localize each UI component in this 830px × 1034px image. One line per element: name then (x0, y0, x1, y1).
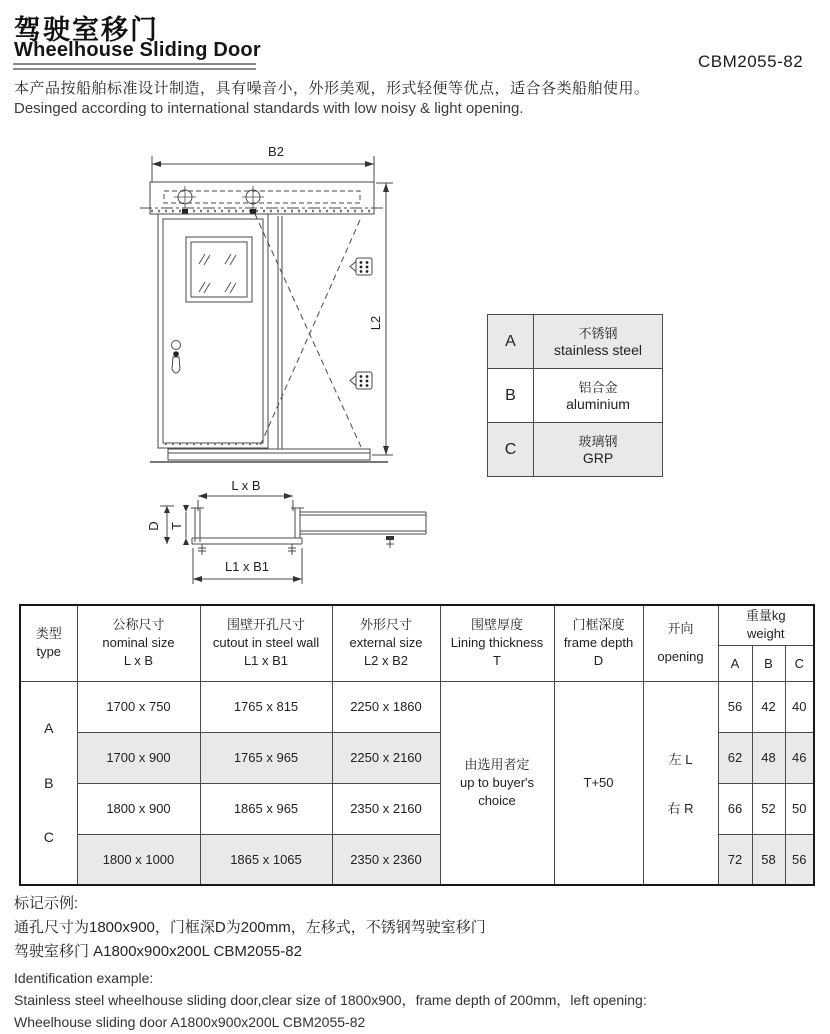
example-line2-zh: 驾驶室移门 A1800x900x200L CBM2055-82 (14, 943, 302, 960)
dimension-label-l1xb1: L1 x B1 (224, 559, 270, 574)
nominal-size-cell: 1800 x 900 (77, 783, 200, 834)
dimension-label-l2: L2 (368, 315, 383, 331)
external-size-cell: 2250 x 2160 (332, 732, 440, 783)
material-row-a (488, 315, 663, 369)
slide-opening-frame (278, 216, 282, 449)
door-leaf-section (300, 512, 426, 548)
identification-example-block (14, 892, 647, 1033)
cutout-cell: 1865 x 1065 (200, 834, 332, 885)
page-title-zh: 驾驶室移门 (14, 15, 159, 45)
col-header-lining-thickness: 围壁厚度 Lining thickness T (440, 605, 554, 681)
frame-channel (191, 508, 304, 555)
top-rail (140, 182, 386, 214)
specification-table (19, 604, 815, 886)
weight-b-cell: 42 (752, 681, 785, 732)
weight-a-cell: 72 (718, 834, 752, 885)
cutout-cell: 1765 x 965 (200, 732, 332, 783)
col-header-weight: 重量kg weight (718, 605, 814, 645)
example-title-zh: 标记示例: (14, 895, 79, 912)
weight-c-cell: 50 (785, 783, 814, 834)
col-header-opening: 开向 opening (643, 605, 718, 681)
example-line2-en: Wheelhouse sliding door A1800x900x200L CBM2055-82 (14, 1014, 366, 1030)
col-header-nominal-size: 公称尺寸 nominal size L x B (77, 605, 200, 681)
material-key: B (488, 369, 534, 423)
title-double-underline (13, 63, 256, 70)
weight-a-cell: 62 (718, 732, 752, 783)
example-line1-en: Stainless steel wheelhouse sliding door,clear size of 1800x900，frame depth of 200mm，left opening: (14, 992, 647, 1008)
door-cross-section-drawing (140, 478, 440, 590)
weight-c-cell: 46 (785, 732, 814, 783)
lining-thickness-cell: 由选用者定 up to buyer's choice (440, 681, 554, 885)
dimension-label-lxb: L x B (231, 478, 261, 493)
weight-c-cell: 40 (785, 681, 814, 732)
opening-cell: 左 L 右 R (643, 681, 718, 885)
frame-depth-cell: T+50 (554, 681, 643, 885)
door-elevation-drawing (138, 140, 400, 480)
material-key: C (488, 423, 534, 477)
weight-a-cell: 56 (718, 681, 752, 732)
model-number: CBM2055-82 (698, 52, 804, 71)
external-size-cell: 2350 x 2360 (332, 834, 440, 885)
col-header-cutout: 围壁开孔尺寸 cutout in steel wall L1 x B1 (200, 605, 332, 681)
weight-a-cell: 66 (718, 783, 752, 834)
weight-b-cell: 48 (752, 732, 785, 783)
dimension-label-t: T (169, 522, 184, 530)
material-row-b (488, 369, 663, 423)
page-title-en: Wheelhouse Sliding Door (14, 39, 261, 61)
weight-b-cell: 52 (752, 783, 785, 834)
nominal-size-cell: 1700 x 750 (77, 681, 200, 732)
slide-travel-lines (255, 214, 362, 449)
material-row-c (488, 423, 663, 477)
dimension-label-d: D (146, 521, 161, 531)
example-title-en: Identification example: (14, 970, 154, 986)
col-header-frame-depth: 门框深度 frame depth D (554, 605, 643, 681)
bottom-sill (150, 449, 388, 462)
col-header-weight-a: A (718, 645, 752, 681)
weight-b-cell: 58 (752, 834, 785, 885)
example-line1-zh: 通孔尺寸为1800x900，门框深D为200mm，左移式，不锈钢驾驶室移门 (14, 919, 486, 936)
col-header-type: 类型 type (20, 605, 77, 681)
cutout-cell: 1865 x 965 (200, 783, 332, 834)
material-value: 不锈钢 stainless steel (534, 315, 663, 369)
nominal-size-cell: 1800 x 1000 (77, 834, 200, 885)
weight-c-cell: 56 (785, 834, 814, 885)
material-value: 玻璃钢 GRP (534, 423, 663, 477)
external-size-cell: 2250 x 1860 (332, 681, 440, 732)
dimension-label-b2: B2 (268, 144, 284, 159)
description-zh: 本产品按船舶标准设计制造，具有噪音小，外形美观，形式轻便等优点，适合各类船舶使用。 (14, 80, 650, 97)
material-value: 铝合金 aluminium (534, 369, 663, 423)
dimension-lxb (198, 493, 293, 511)
col-header-weight-c: C (785, 645, 814, 681)
description-en: Desinged according to international standards with low noisy & light opening. (14, 100, 524, 117)
roller-bracket-top (350, 258, 372, 275)
type-cell: A B C (20, 681, 77, 885)
nominal-size-cell: 1700 x 900 (77, 732, 200, 783)
spec-row-1 (20, 681, 814, 732)
col-header-weight-b: B (752, 645, 785, 681)
col-header-external-size: 外形尺寸 external size L2 x B2 (332, 605, 440, 681)
material-key: A (488, 315, 534, 369)
cutout-cell: 1765 x 815 (200, 681, 332, 732)
material-legend-table (487, 314, 663, 477)
roller-bracket-bottom (350, 372, 372, 389)
external-size-cell: 2350 x 2160 (332, 783, 440, 834)
